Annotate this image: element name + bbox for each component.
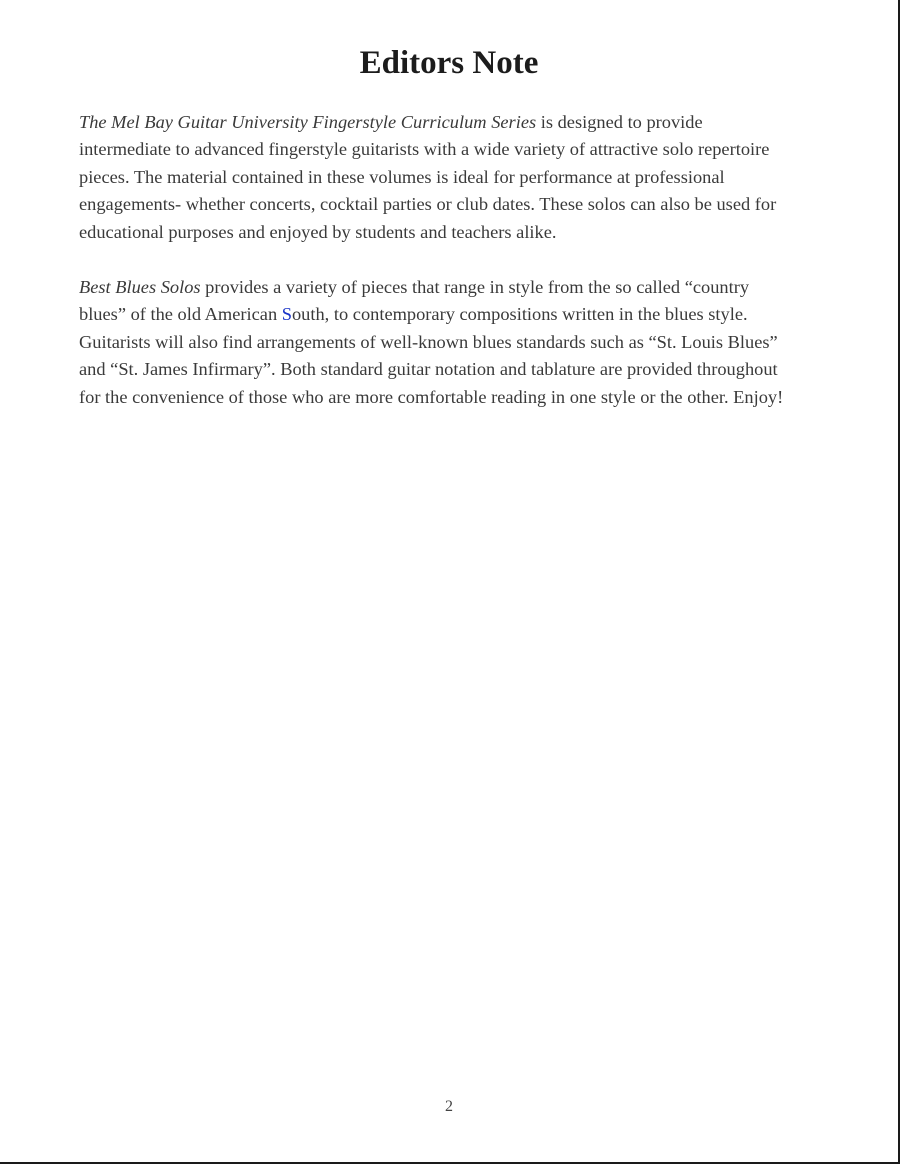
- paragraph-line: for the convenience of those who are more comfortable reading in one style or the other. Enjoy!: [79, 386, 784, 407]
- paragraph-line: and “St. James Infirmary”. Both standard guitar notation and tablature are provided throughout: [79, 359, 778, 380]
- book-title: Best Blues Solos: [79, 277, 201, 297]
- paragraph-line: pieces. The material contained in these volumes is ideal for performance at professional: [79, 166, 725, 187]
- paragraph-line: engagements- whether concerts, cocktail parties or club dates. These solos can also be used for: [79, 194, 777, 215]
- paragraph-text: provides a variety of pieces that range in style from the so called “country: [200, 277, 750, 297]
- page-number: 2: [445, 1098, 453, 1115]
- paragraph-line: intermediate to advanced fingerstyle guitarists with a wide variety of attractive solo repertoire: [79, 139, 770, 160]
- paragraph-line: educational purposes and enjoyed by students and teachers alike.: [79, 221, 557, 242]
- paragraph-line: [79, 301, 819, 328]
- paragraph-text: outh, to contemporary compositions written in the blues style.: [291, 304, 748, 325]
- highlighted-letter: S: [281, 304, 292, 325]
- page-title: Editors Note: [359, 45, 539, 81]
- paragraph-line: [79, 274, 819, 301]
- paragraph-line: [79, 109, 819, 136]
- paragraph-text: is designed to provide: [536, 112, 703, 132]
- series-title: The Mel Bay Guitar University Fingerstyle Curriculum Series: [79, 112, 537, 132]
- paragraph-line: Guitarists will also find arrangements of well-known blues standards such as “St. Louis Blues”: [79, 331, 778, 352]
- intro-paragraph: [79, 109, 819, 246]
- paragraph-text: blues” of the old American: [79, 304, 282, 325]
- book-description-paragraph: [79, 274, 819, 411]
